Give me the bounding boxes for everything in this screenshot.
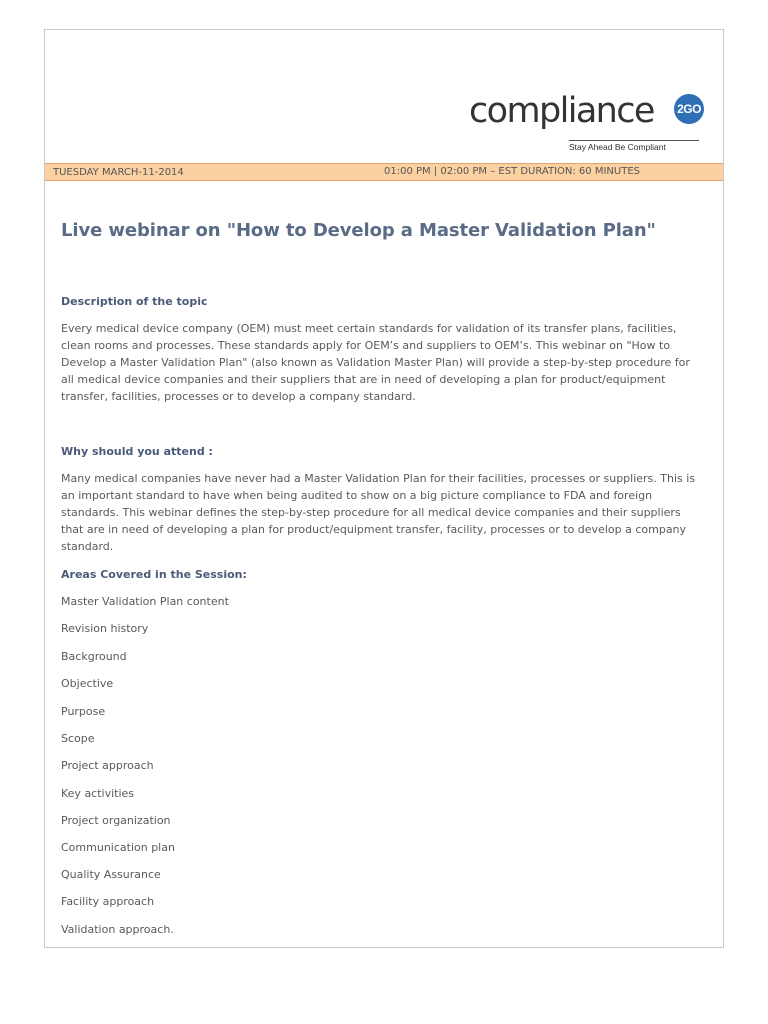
date-bar	[45, 163, 723, 181]
list-item: Key activities	[61, 787, 135, 800]
webinar-date: TUESDAY MARCH-11-2014	[53, 167, 184, 178]
list-item: Master Validation Plan content	[61, 595, 229, 608]
compliance2go-logo	[469, 88, 709, 158]
list-item: Objective	[61, 677, 114, 690]
list-item: Project approach	[61, 759, 154, 772]
logo-tagline: Stay Ahead Be Compliant	[569, 140, 699, 152]
why-attend-heading: Why should you attend :	[61, 445, 213, 458]
description-text: Every medical device company (OEM) must meet certain standards for validation of its transfer plans, facilities, clean rooms and processes. These standards apply for OEM’s and suppliers to OEM’s. This webinar on "How to Develop a Master Validation Plan" (also known as Validation Master Plan) will provide a step-by-step procedure for all medical device companies and their suppliers that are in need of developing a plan for product/equipment transfer, facilities, processes or to develop a company standard.	[61, 322, 690, 403]
list-item: Project organization	[61, 814, 171, 827]
list-item: Background	[61, 650, 127, 663]
logo-badge: 2GO	[674, 94, 704, 124]
list-item: Quality Assurance	[61, 868, 161, 881]
logo-wordmark: compliance	[469, 91, 654, 131]
list-item: Revision history	[61, 622, 149, 635]
list-item: Communication plan	[61, 841, 175, 854]
webinar-time: 01:00 PM | 02:00 PM – EST DURATION: 60 MINUTES	[384, 166, 640, 177]
list-item: Scope	[61, 732, 95, 745]
list-item: Purpose	[61, 705, 106, 718]
webinar-card	[44, 29, 724, 948]
header	[45, 30, 723, 163]
areas-heading: Areas Covered in the Session:	[61, 568, 247, 581]
description-heading: Description of the topic	[61, 295, 208, 308]
list-item: Facility approach	[61, 895, 155, 908]
page-title: Live webinar on "How to Develop a Master Validation Plan"	[61, 220, 656, 241]
why-attend-text: Many medical companies have never had a Master Validation Plan for their facilities, processes or suppliers. This is an important standard to have when being audited to show on a big picture compliance to FDA and foreign standards. This webinar defines the step-by-step procedure for all medical device companies and their suppliers that are in need of developing a plan for product/equipment transfer, facility, processes or to develop a company standard.	[61, 472, 696, 553]
list-item: Validation approach.	[61, 923, 174, 936]
